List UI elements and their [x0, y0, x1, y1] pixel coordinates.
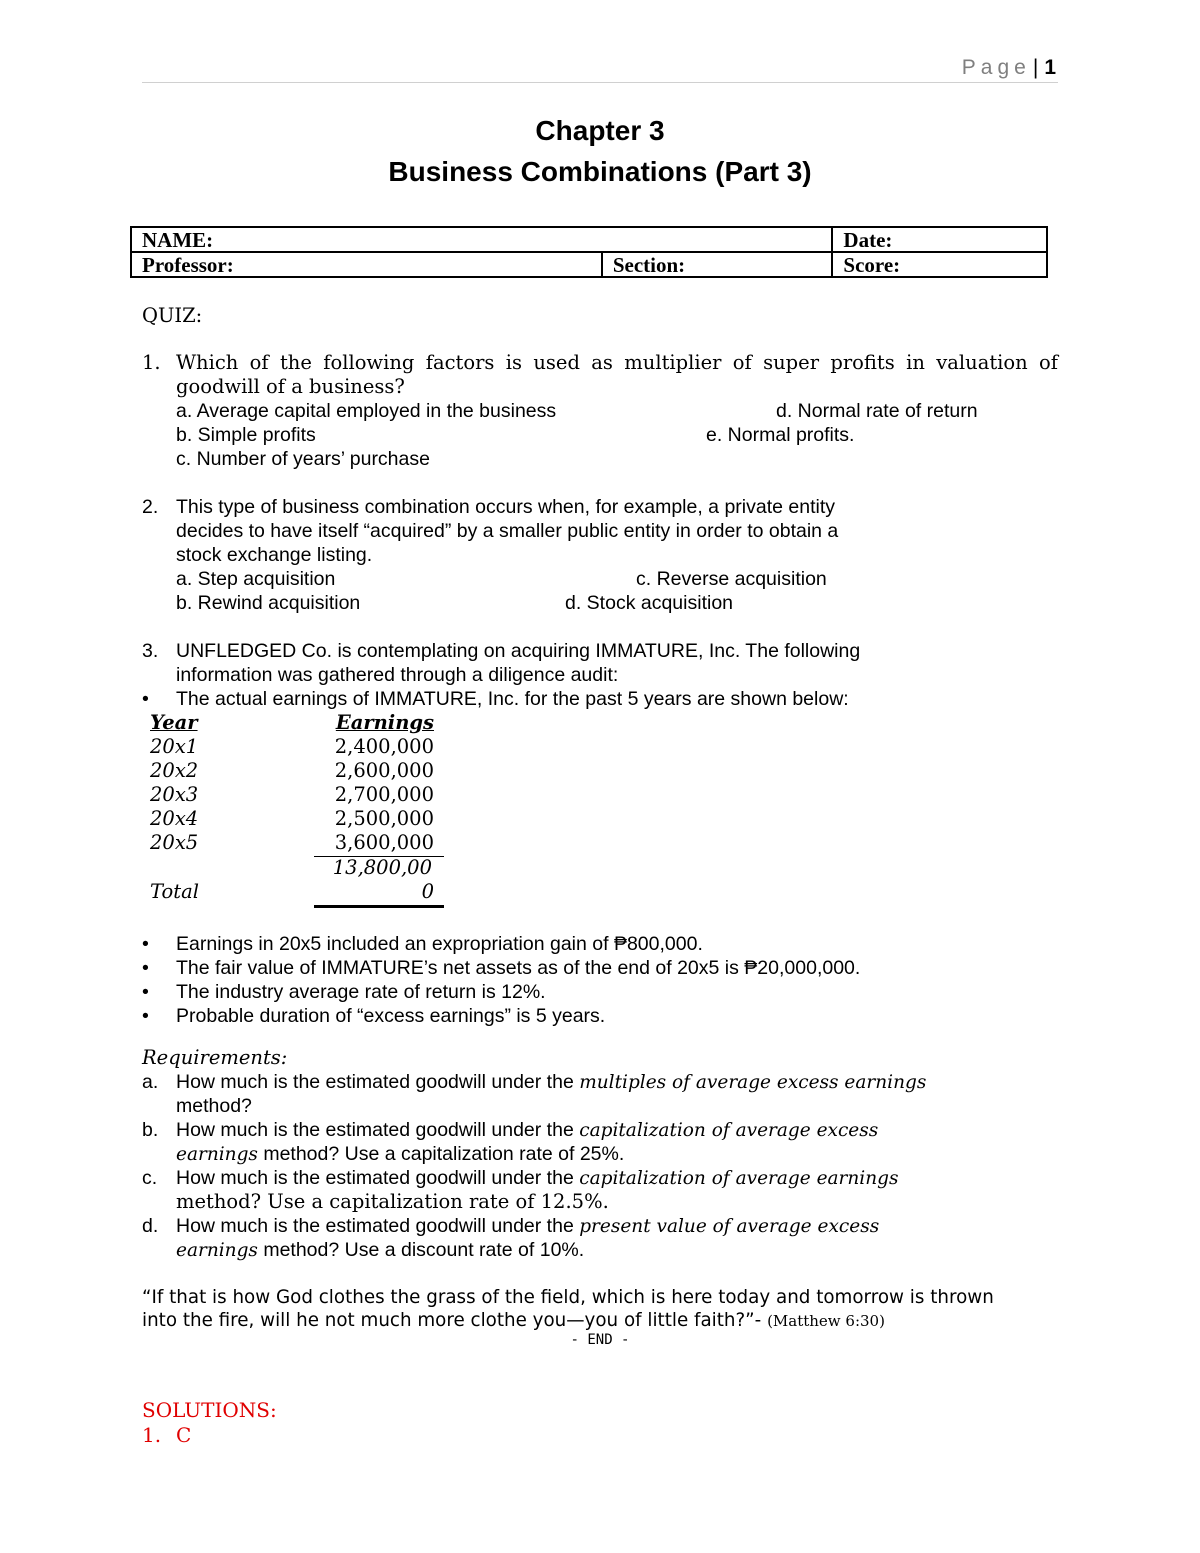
req-c-text: How much is the estimated goodwill under the	[176, 1167, 580, 1189]
page-number: 1	[1044, 56, 1056, 79]
req-a-line1	[176, 1070, 926, 1095]
earnings-cell: 2,500,000	[334, 807, 434, 830]
solution-number: 1.	[142, 1423, 162, 1447]
year-cell: 20x5	[150, 831, 199, 854]
req-d-text: How much is the estimated goodwill under the	[176, 1215, 580, 1237]
q1-number: 1.	[142, 351, 161, 374]
q3-bullet-icon: •	[142, 688, 149, 710]
page-label: Page	[961, 56, 1031, 79]
bullet-icon: •	[142, 957, 149, 979]
q2-text-line1: This type of business combination occurs when, for example, a private entity	[176, 496, 835, 518]
earnings-cell: 2,700,000	[334, 783, 434, 806]
header-rule	[142, 82, 1058, 83]
earnings-cell: 3,600,000	[334, 831, 434, 854]
q1-option-d: d. Normal rate of return	[776, 400, 978, 422]
quote-citation: (Matthew 6:30)	[767, 1312, 885, 1330]
year-cell: 20x3	[150, 783, 199, 806]
quiz-label: QUIZ:	[142, 304, 203, 327]
total-label: Total	[150, 880, 199, 903]
req-d-line1	[176, 1214, 879, 1239]
q3-bullet1: The actual earnings of IMMATURE, Inc. for the past 5 years are shown below:	[176, 688, 849, 710]
name-field[interactable]: NAME:	[131, 227, 832, 252]
req-b-line1	[176, 1118, 878, 1143]
q2-number: 2.	[142, 496, 159, 518]
q2-option-b: b. Rewind acquisition	[176, 592, 361, 614]
earnings-cell: 2,400,000	[334, 735, 434, 758]
req-c-method: capitalization of average earnings	[579, 1168, 899, 1189]
req-b-text: How much is the estimated goodwill under the	[176, 1119, 580, 1141]
req-d-line2	[176, 1238, 584, 1263]
q2-text-line3: stock exchange listing.	[176, 544, 373, 566]
q3-bullet5: Probable duration of “excess earnings” is 5 years.	[176, 1005, 606, 1027]
req-b-method: capitalization of average excess	[579, 1120, 879, 1141]
earnings-cell: 2,600,000	[334, 759, 434, 782]
end-marker: - END -	[570, 1332, 630, 1348]
professor-field[interactable]: Professor:	[131, 252, 602, 277]
date-field[interactable]: Date:	[832, 227, 1047, 252]
quote-line1: “If that is how God clothes the grass of the field, which is here today and tomorrow is thrown	[142, 1287, 994, 1308]
req-d-text-cont: method? Use a discount rate of 10%.	[257, 1239, 585, 1261]
score-field[interactable]: Score:	[832, 252, 1047, 277]
q2-text-line2: decides to have itself “acquired” by a smaller public entity in order to obtain a	[176, 520, 839, 542]
page-separator: |	[1032, 56, 1039, 79]
section-field[interactable]: Section:	[602, 252, 833, 277]
req-b-line2	[176, 1142, 624, 1167]
total-value-line2: 0	[421, 880, 434, 903]
q3-bullet2: Earnings in 20x5 included an expropriation gain of ₱800,000.	[176, 933, 703, 955]
q1-option-a: a. Average capital employed in the business	[176, 400, 557, 422]
chapter-title: Chapter 3	[535, 115, 665, 146]
req-b-method-cont: earnings	[176, 1144, 258, 1165]
q1-text-line1: Which of the following factors is used as multiplier of super profits in valuation of	[176, 351, 1058, 374]
chapter-subtitle: Business Combinations (Part 3)	[388, 156, 812, 187]
year-cell: 20x2	[150, 759, 199, 782]
q1-option-c: c. Number of years’ purchase	[176, 448, 430, 470]
total-value-line1: 13,800,00	[332, 856, 432, 879]
q2-option-a: a. Step acquisition	[176, 568, 336, 590]
req-a-text: How much is the estimated goodwill under the	[176, 1071, 580, 1093]
q1-text-line2: goodwill of a business?	[176, 375, 405, 398]
year-cell: 20x1	[150, 735, 199, 758]
total-double-rule	[314, 905, 444, 908]
req-d-method: present value of average excess	[579, 1216, 880, 1237]
solutions-label: SOLUTIONS:	[142, 1398, 277, 1422]
solution-answer: C	[176, 1423, 192, 1447]
quote-text: into the fire, will he not much more clothe you—you of little faith?”-	[142, 1310, 768, 1331]
req-c-line2: method? Use a capitalization rate of 12.5%.	[176, 1190, 609, 1213]
req-a-letter: a.	[142, 1071, 159, 1093]
q2-option-c: c. Reverse acquisition	[636, 568, 827, 590]
bullet-icon: •	[142, 933, 149, 955]
q3-bullet4: The industry average rate of return is 12%.	[176, 981, 546, 1003]
req-d-letter: d.	[142, 1215, 159, 1237]
req-a-line2: method?	[176, 1095, 252, 1117]
q1-option-e: e. Normal profits.	[706, 424, 855, 446]
student-info-table	[130, 226, 1048, 278]
earnings-header: Earnings	[335, 711, 434, 734]
year-cell: 20x4	[150, 807, 199, 830]
req-a-method: multiples of average excess earnings	[579, 1072, 927, 1093]
req-c-line1	[176, 1166, 898, 1191]
requirements-label: Requirements:	[142, 1046, 288, 1069]
q2-option-d: d. Stock acquisition	[565, 592, 734, 614]
req-d-method-cont: earnings	[176, 1240, 258, 1261]
bullet-icon: •	[142, 981, 149, 1003]
req-b-text-cont: method? Use a capitalization rate of 25%.	[257, 1143, 625, 1165]
req-c-letter: c.	[142, 1167, 158, 1189]
year-header: Year	[150, 711, 198, 734]
q3-text-line1: UNFLEDGED Co. is contemplating on acquiring IMMATURE, Inc. The following	[176, 640, 861, 662]
page-header	[962, 56, 1056, 80]
bible-quote	[142, 1286, 1058, 1333]
q3-bullet3: The fair value of IMMATURE’s net assets as of the end of 20x5 is ₱20,000,000.	[176, 957, 861, 979]
quote-line2	[142, 1309, 1058, 1333]
q1-option-b: b. Simple profits	[176, 424, 316, 446]
q3-text-line2: information was gathered through a diligence audit:	[176, 664, 619, 686]
req-b-letter: b.	[142, 1119, 159, 1141]
q3-number: 3.	[142, 640, 159, 662]
bullet-icon: •	[142, 1005, 149, 1027]
